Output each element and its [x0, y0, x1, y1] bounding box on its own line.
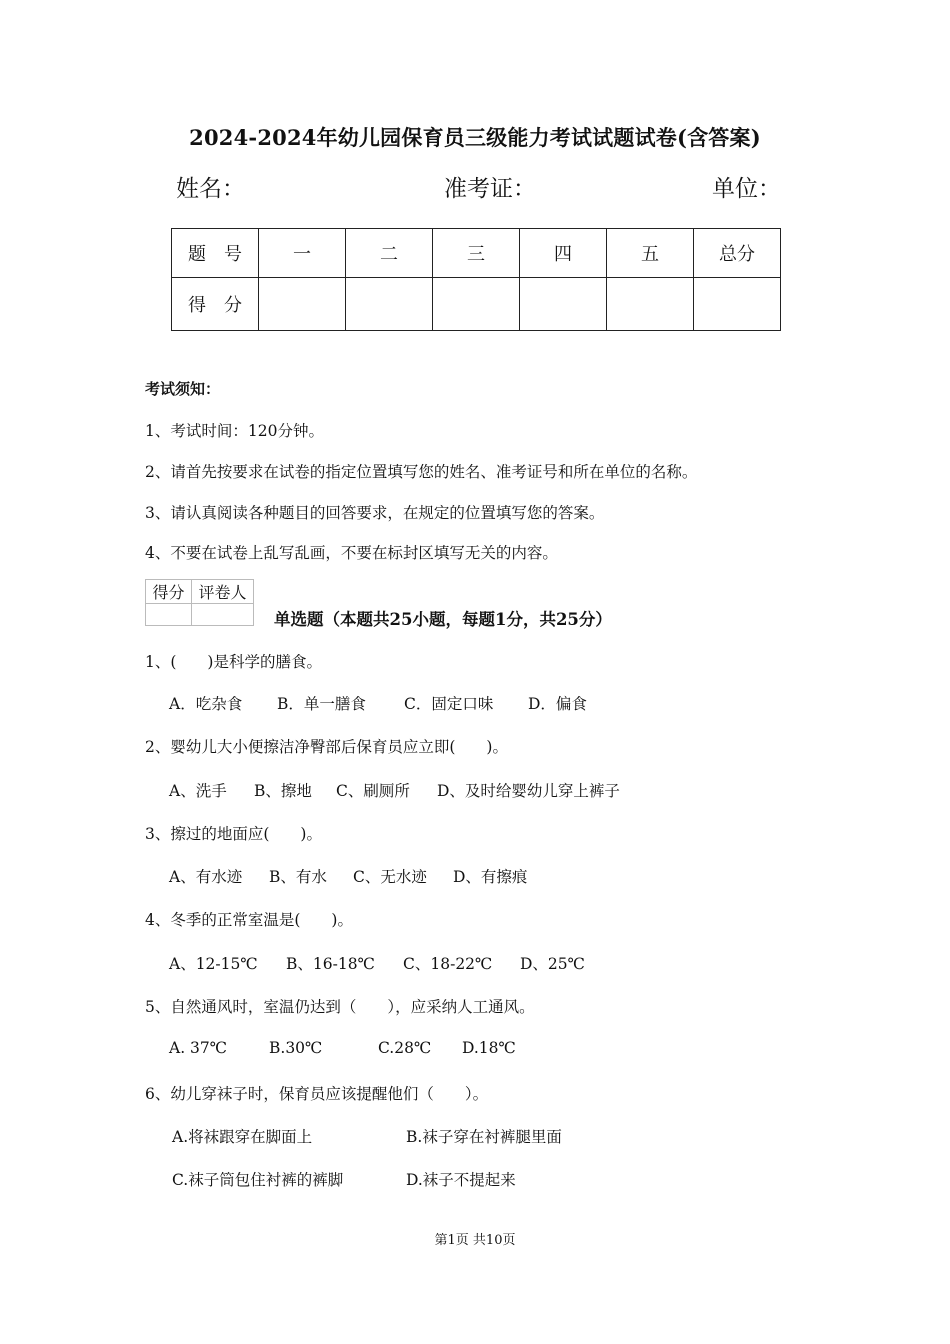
page-title: 2024-2024年幼儿园保育员三级能力考试试题试卷(含答案): [189, 125, 761, 150]
question-option: C．固定口味: [404, 695, 494, 713]
question-stem: 3、擦过的地面应( )。: [145, 825, 322, 843]
grader-name-label: 评卷人: [192, 580, 254, 604]
score-cell[interactable]: [259, 278, 346, 331]
question-stem: 2、婴幼儿大小便擦洁净臀部后保育员应立即( )。: [145, 738, 508, 756]
score-cell[interactable]: [694, 278, 781, 331]
score-header-cell: 五: [607, 229, 694, 278]
question-option: B.袜子穿在衬裤腿里面: [406, 1128, 562, 1146]
question-option: B.30℃: [269, 1039, 323, 1057]
grader-score-label: 得分: [146, 580, 192, 604]
ticket-label: 准考证：: [444, 176, 536, 202]
question-option: B、16-18℃: [286, 955, 375, 973]
score-header-cell: 三: [433, 229, 520, 278]
question-option: D、有擦痕: [453, 868, 528, 886]
question-option: D、25℃: [520, 955, 585, 973]
score-cell[interactable]: [433, 278, 520, 331]
question-option: A、洗手: [169, 782, 227, 800]
name-label: 姓名：: [176, 176, 245, 202]
question-stem: 1、( )是科学的膳食。: [145, 653, 322, 671]
question-stem: 6、幼儿穿袜子时，保育员应该提醒他们（ ）。: [145, 1085, 489, 1103]
question-option: A、有水迹: [169, 868, 243, 886]
grader-score-cell[interactable]: [146, 604, 192, 626]
grader-name-cell[interactable]: [192, 604, 254, 626]
score-header-cell: 四: [520, 229, 607, 278]
score-header-cell: 总分: [694, 229, 781, 278]
question-option: B、擦地: [254, 782, 312, 800]
score-cell[interactable]: [520, 278, 607, 331]
score-table: [171, 228, 781, 331]
question-option: A. 37℃: [169, 1039, 228, 1057]
score-header-cell: 二: [346, 229, 433, 278]
question-option: C、刷厕所: [336, 782, 410, 800]
grader-box: [145, 579, 254, 626]
question-option: D.18℃: [462, 1039, 516, 1057]
question-option: C.28℃: [378, 1039, 432, 1057]
question-option: A.将袜跟穿在脚面上: [172, 1128, 313, 1146]
question-stem: 5、自然通风时，室温仍达到（ ），应采纳人工通风。: [145, 998, 535, 1016]
score-cell[interactable]: [346, 278, 433, 331]
section-title: 单选题（本题共25小题，每题1分，共25分）: [274, 610, 612, 629]
notice-title: 考试须知：: [145, 380, 221, 398]
notice-item: 4、不要在试卷上乱写乱画，不要在标封区填写无关的内容。: [145, 544, 558, 562]
question-option: D.袜子不提起来: [406, 1171, 516, 1189]
notice-item: 3、请认真阅读各种题目的回答要求，在规定的位置填写您的答案。: [145, 504, 605, 522]
notice-item: 2、请首先按要求在试卷的指定位置填写您的姓名、准考证号和所在单位的名称。: [145, 463, 698, 481]
question-option: A、12-15℃: [169, 955, 258, 973]
page-footer: 第1页 共10页: [434, 1233, 516, 1248]
question-option: A．吃杂食: [169, 695, 243, 713]
unit-label: 单位：: [712, 176, 781, 202]
score-header-cell: 一: [259, 229, 346, 278]
score-header-label: 题 号: [172, 229, 259, 278]
question-option: D．偏食: [528, 695, 587, 713]
question-stem: 4、冬季的正常室温是( )。: [145, 911, 353, 929]
question-option: C.袜子筒包住衬裤的裤脚: [172, 1171, 344, 1189]
question-option: D、及时给婴幼儿穿上裤子: [437, 782, 620, 800]
question-option: C、无水迹: [353, 868, 427, 886]
score-cell[interactable]: [607, 278, 694, 331]
notice-item: 1、考试时间：120分钟。: [145, 422, 324, 440]
score-row-label: 得 分: [172, 278, 259, 331]
question-option: B、有水: [269, 868, 327, 886]
question-option: B．单一膳食: [277, 695, 366, 713]
question-option: C、18-22℃: [403, 955, 493, 973]
